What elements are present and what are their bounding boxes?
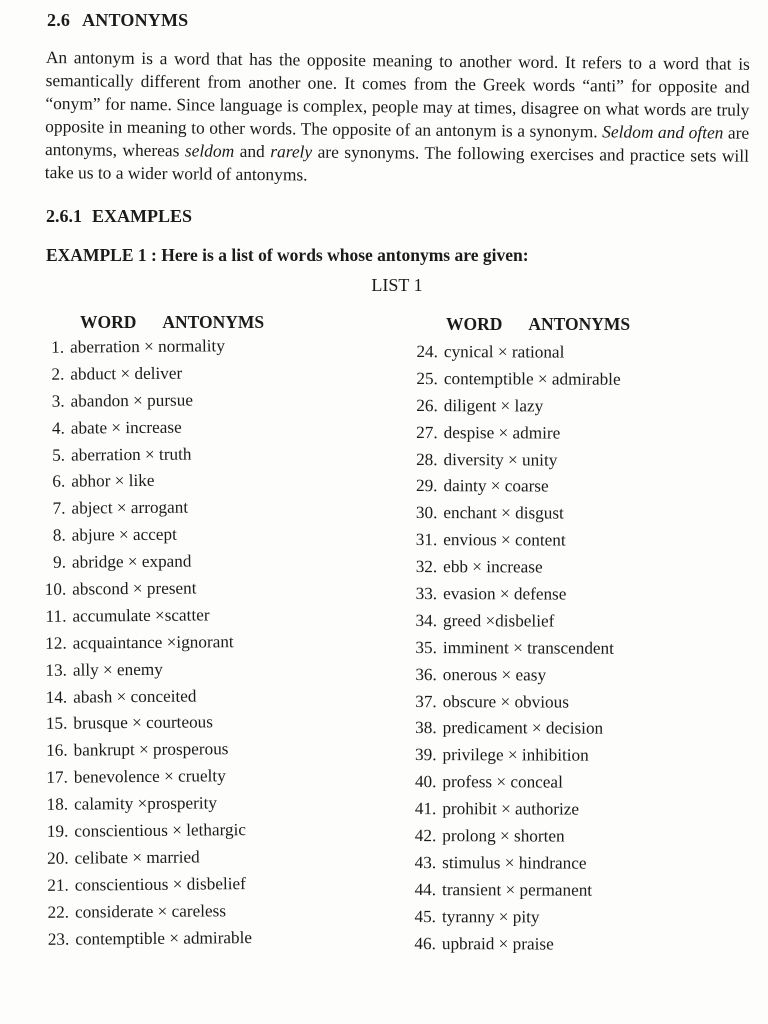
item-number: 26. xyxy=(416,395,438,415)
word-pair: transient × permanent xyxy=(442,879,593,900)
list-item xyxy=(403,581,620,609)
word-header: WORD xyxy=(80,312,137,332)
intro-text: An antonym is a word that has the opposite meaning to another word. It refers to a word that is semantically different from another one. It comes from the Greek words “anti” for opposite and “onym” for name. Since language is complex, people may at times, disagree on what words are truly opposite in meaning to other words. The opposite of an antonym is a synonym. xyxy=(45,46,750,142)
word-pair: ebb × increase xyxy=(443,557,543,577)
right-word-list xyxy=(402,339,621,958)
word-pair: calamity ×prosperity xyxy=(74,793,218,814)
right-column-header xyxy=(446,314,630,335)
item-number: 22. xyxy=(47,902,70,922)
list-item xyxy=(25,414,248,443)
list-item xyxy=(403,554,620,582)
word-pair: conscientious × lethargic xyxy=(74,820,247,841)
word-pair: privilege × inhibition xyxy=(442,745,589,766)
intro-emphasis: often xyxy=(688,122,724,143)
list-item xyxy=(25,441,248,470)
word-pair: onerous × easy xyxy=(442,664,547,685)
list-item xyxy=(24,360,247,389)
word-pair: profess × conceal xyxy=(442,772,563,792)
intro-emphasis: Seldom xyxy=(602,121,654,142)
list-item xyxy=(403,527,620,555)
word-pair: diversity × unity xyxy=(443,449,558,470)
word-pair: predicament × decision xyxy=(442,718,604,739)
item-number: 5. xyxy=(52,445,66,465)
item-number: 44. xyxy=(414,879,437,899)
section-heading xyxy=(47,10,188,31)
word-header: WORD xyxy=(446,314,503,334)
word-pair: tyranny × pity xyxy=(441,906,540,927)
item-number: 43. xyxy=(414,852,437,873)
word-pair: dainty × coarse xyxy=(443,476,549,496)
word-pair: conscientious × disbelief xyxy=(74,873,246,895)
item-number: 20. xyxy=(46,848,69,868)
list-item xyxy=(26,521,249,550)
word-pair: stimulus × hindrance xyxy=(442,853,587,873)
list-item xyxy=(403,715,620,743)
item-number: 42. xyxy=(414,826,437,846)
list-item xyxy=(26,602,249,631)
item-number: 4. xyxy=(51,418,65,438)
word-pair: considerate × careless xyxy=(74,900,227,922)
item-number: 30. xyxy=(415,503,438,523)
item-number: 34. xyxy=(415,610,438,631)
word-pair: prohibit × authorize xyxy=(442,799,580,819)
item-number: 8. xyxy=(52,525,66,545)
list-item xyxy=(403,662,620,690)
item-number: 46. xyxy=(414,933,436,953)
word-pair: accumulate ×scatter xyxy=(72,605,210,626)
list-item xyxy=(25,468,248,497)
list-item xyxy=(25,494,248,523)
list-item xyxy=(24,333,247,362)
list-item xyxy=(402,796,619,824)
word-pair: bankrupt × prosperous xyxy=(73,739,229,760)
item-number: 17. xyxy=(46,767,68,788)
list-item xyxy=(26,575,249,604)
word-pair: abduct × deliver xyxy=(70,363,183,384)
list-item xyxy=(402,823,619,851)
word-pair: evasion × defense xyxy=(443,584,567,604)
list-item xyxy=(26,548,249,577)
word-pair: contemptible × admirable xyxy=(75,927,253,949)
list-item xyxy=(404,393,621,421)
word-pair: benevolence × cruelty xyxy=(73,766,226,787)
example-heading: EXAMPLE 1 : Here is a list of words whose antonyms are given: xyxy=(46,245,529,265)
list-item xyxy=(28,790,251,819)
item-number: 13. xyxy=(45,660,68,680)
list-item xyxy=(29,898,252,927)
word-pair: obscure × obvious xyxy=(442,691,569,712)
list-item xyxy=(402,877,619,905)
list-item xyxy=(402,769,619,797)
word-pair: abate × increase xyxy=(70,417,182,438)
list-item xyxy=(27,710,250,739)
list-item xyxy=(27,629,250,658)
antonyms-header: ANTONYMS xyxy=(528,314,631,334)
subsection-title: EXAMPLES xyxy=(92,206,193,226)
item-number: 23. xyxy=(47,929,70,949)
item-number: 39. xyxy=(415,745,437,765)
item-number: 27. xyxy=(416,422,438,442)
list-item xyxy=(403,689,620,717)
list-item xyxy=(404,420,621,448)
list-item xyxy=(28,817,251,846)
item-number: 32. xyxy=(415,557,438,577)
list-item xyxy=(27,656,250,685)
list-item xyxy=(402,742,619,770)
word-pair: despise × admire xyxy=(443,422,561,443)
item-number: 28. xyxy=(416,449,438,469)
list-item xyxy=(402,850,619,878)
list-item xyxy=(24,387,247,416)
item-number: 36. xyxy=(415,664,437,684)
word-pair: diligent × lazy xyxy=(443,395,544,416)
intro-text: are antonyms, whereas xyxy=(44,122,750,161)
word-pair: cynical × rational xyxy=(443,342,565,362)
item-number: 24. xyxy=(416,342,438,362)
item-number: 12. xyxy=(45,633,67,653)
item-number: 10. xyxy=(44,579,67,599)
word-pair: brusque × courteous xyxy=(73,712,214,734)
item-number: 11. xyxy=(45,606,67,626)
word-pair: abandon × pursue xyxy=(70,390,193,411)
word-pair: abjure × accept xyxy=(71,524,177,545)
item-number: 19. xyxy=(46,821,69,841)
word-pair: acquaintance ×ignorant xyxy=(72,631,234,653)
list-item xyxy=(403,608,620,636)
list-item xyxy=(28,844,251,873)
left-column-header xyxy=(80,312,264,333)
item-number: 41. xyxy=(414,799,437,819)
item-number: 9. xyxy=(53,552,67,572)
section-title: ANTONYMS xyxy=(82,10,189,30)
item-number: 6. xyxy=(52,472,66,492)
list-item xyxy=(29,871,252,900)
item-number: 29. xyxy=(415,476,438,496)
word-pair: abridge × expand xyxy=(71,551,192,572)
antonyms-header: ANTONYMS xyxy=(162,312,265,332)
item-number: 40. xyxy=(414,772,437,792)
intro-emphasis: seldom xyxy=(184,140,235,161)
intro-text: and xyxy=(234,140,271,162)
item-number: 37. xyxy=(415,691,437,711)
left-word-list xyxy=(24,333,252,953)
section-number: 2.6 xyxy=(47,10,71,30)
list-item xyxy=(404,339,621,367)
word-pair: abhor × like xyxy=(71,471,155,492)
word-pair: prolong × shorten xyxy=(442,826,565,846)
list-item xyxy=(402,904,619,932)
word-pair: contemptible × admirable xyxy=(443,369,621,389)
item-number: 21. xyxy=(47,875,69,895)
item-number: 7. xyxy=(52,498,66,519)
item-number: 2. xyxy=(51,364,65,384)
item-number: 16. xyxy=(46,740,68,761)
item-number: 14. xyxy=(45,687,68,707)
intro-paragraph xyxy=(45,46,750,191)
list-item xyxy=(403,500,620,528)
word-pair: abscond × present xyxy=(72,578,197,599)
list-item xyxy=(27,683,250,712)
word-pair: aberration × truth xyxy=(70,444,192,465)
item-number: 33. xyxy=(415,584,438,604)
item-number: 1. xyxy=(51,337,65,357)
list-item xyxy=(403,473,620,501)
word-pair: imminent × transcendent xyxy=(442,637,614,658)
list-title: LIST 1 xyxy=(371,275,423,295)
intro-text: and xyxy=(653,121,689,143)
item-number: 3. xyxy=(51,391,65,411)
intro-text: are synonyms. The following exercises and practice sets will take us to a wider world of antonyms. xyxy=(44,141,750,185)
subsection-number: 2.6.1 xyxy=(46,206,82,226)
list-item xyxy=(404,447,621,475)
item-number: 45. xyxy=(414,906,437,926)
word-pair: upbraid × praise xyxy=(441,933,554,954)
item-number: 15. xyxy=(45,714,68,734)
word-pair: celibate × married xyxy=(74,847,200,868)
word-pair: aberration × normality xyxy=(70,336,225,357)
word-pair: abject × arrogant xyxy=(71,497,189,518)
word-pair: abash × conceited xyxy=(73,686,197,707)
list-item xyxy=(403,635,620,663)
list-item xyxy=(404,366,621,394)
item-number: 18. xyxy=(46,794,69,814)
item-number: 25. xyxy=(416,368,438,389)
subsection-heading xyxy=(46,206,192,227)
word-pair: enchant × disgust xyxy=(443,503,564,523)
list-item xyxy=(402,931,619,959)
list-item xyxy=(28,736,251,765)
item-number: 31. xyxy=(415,530,438,550)
item-number: 38. xyxy=(415,718,437,738)
word-pair: greed ×disbelief xyxy=(442,611,555,631)
word-pair: ally × enemy xyxy=(72,659,163,680)
item-number: 35. xyxy=(415,637,437,657)
intro-emphasis: rarely xyxy=(270,141,313,162)
list-item xyxy=(28,763,251,792)
word-pair: envious × content xyxy=(443,530,566,550)
list-item xyxy=(29,925,252,954)
